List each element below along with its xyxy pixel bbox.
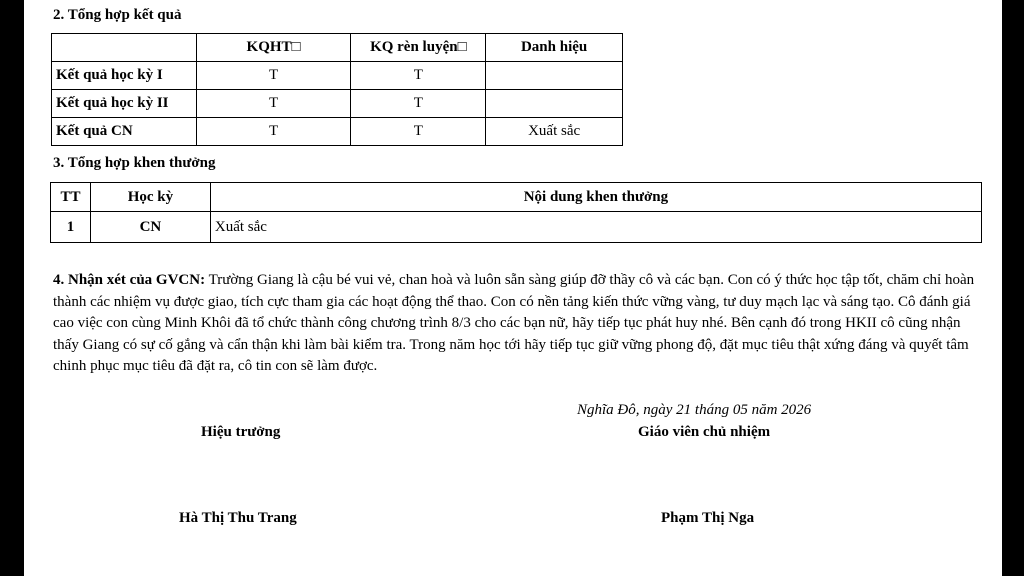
results-header-row: [52, 34, 623, 62]
table-row: [52, 118, 623, 146]
table-cell: T: [351, 62, 486, 90]
awards-header-cell: TT: [51, 183, 91, 212]
results-header-cell: KQ rèn luyện□: [351, 34, 486, 62]
row-label: Kết quả học kỳ I: [52, 62, 197, 90]
awards-header-cell: Học kỳ: [90, 183, 210, 212]
table-row: [52, 90, 623, 118]
table-cell: [486, 62, 623, 90]
table-cell: T: [351, 90, 486, 118]
teacher-comment: [53, 270, 983, 378]
principal-name: Hà Thị Thu Trang: [179, 510, 297, 526]
section-3-title: 3. Tổng hợp khen thưởng: [53, 155, 216, 171]
table-cell: T: [196, 118, 351, 146]
row-label: Kết quả CN: [52, 118, 197, 146]
table-cell: [486, 90, 623, 118]
table-cell: Xuất sắc: [210, 212, 981, 243]
teacher-name: Phạm Thị Nga: [661, 510, 755, 526]
table-cell: 1: [51, 212, 91, 243]
results-table: [51, 33, 623, 146]
results-header-cell: [52, 34, 197, 62]
awards-header-row: [51, 183, 982, 212]
results-header-cell: Danh hiệu: [486, 34, 623, 62]
section-2-title: 2. Tổng hợp kết quả: [53, 7, 182, 23]
awards-header-cell: Nội dung khen thưởng: [210, 183, 981, 212]
row-label: Kết quả học kỳ II: [52, 90, 197, 118]
results-header-cell: KQHT□: [196, 34, 351, 62]
table-row: [52, 62, 623, 90]
comment-label: 4. Nhận xét của GVCN:: [53, 272, 206, 288]
table-row: [51, 212, 982, 243]
principal-title: Hiệu trưởng: [201, 424, 281, 440]
table-cell: Xuất sắc: [486, 118, 623, 146]
table-cell: T: [351, 118, 486, 146]
table-cell: T: [196, 90, 351, 118]
table-cell: CN: [90, 212, 210, 243]
document-page: [24, 0, 1002, 576]
table-cell: T: [196, 62, 351, 90]
comment-text: Trường Giang là cậu bé vui vẻ, chan hoà và luôn sẵn sàng giúp đỡ thầy cô và các bạn. Con có ý thức học tập tốt, chăm chỉ hoàn thành các nhiệm vụ được giao, tích cực tham gia các hoạt động thể thao. Con có nền tảng kiến thức vững vàng, tư duy mạch lạc và sáng tạo. Cô đánh giá cao việc con cùng Minh Khôi đã tổ chức thành công chương trình 8/3 cho các bạn nữ, hãy tiếp tục phát huy nhé. Bên cạnh đó trong HKII cô cũng nhận thấy Giang có sự cố gắng và cẩn thận khi làm bài kiểm tra. Trong năm học tới hãy tiếp tục giữ vững phong độ, đặt mục tiêu thật xứng đáng và quyết tâm chinh phục mục tiêu đã đặt ra, cô tin con sẽ làm được.: [53, 272, 975, 374]
teacher-title: Giáo viên chủ nhiệm: [638, 424, 771, 440]
date-line: Nghĩa Đô, ngày 21 tháng 05 năm 2026: [577, 402, 812, 418]
awards-table: [50, 182, 982, 243]
